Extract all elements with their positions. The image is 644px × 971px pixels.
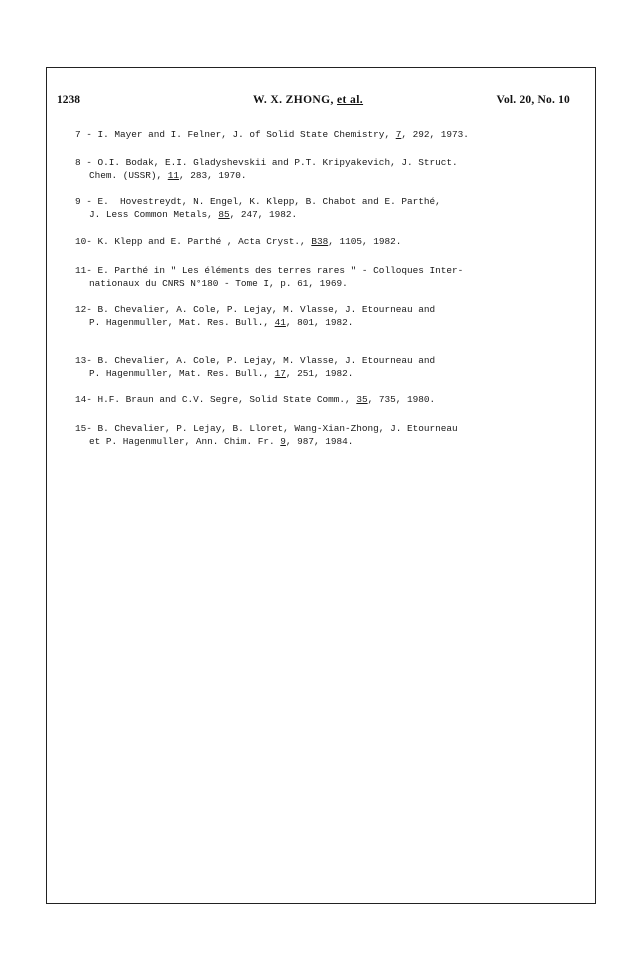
running-header [57,94,570,110]
reference-text: et P. Hagenmuller, Ann. Chim. Fr. [89,436,281,447]
reference-text: P. Hagenmuller, Mat. Res. Bull., [89,317,275,328]
reference-text: nationaux du CNRS N°180 - Tome I, p. 61, 1969. [89,278,348,289]
reference-number: 11- [75,265,92,276]
reference-continuation [75,208,441,221]
running-title-authors: W. X. ZHONG, [253,94,334,106]
reference-text: , 987, 1984. [285,436,354,447]
reference-volume: B38 [311,236,329,247]
reference-continuation [75,367,435,380]
reference-volume: 41 [274,317,286,328]
reference-item [75,128,469,141]
reference-item [75,393,435,406]
reference-text: , 801, 1982. [285,317,354,328]
reference-item [75,422,458,448]
reference-volume: 7 [395,129,402,140]
page-number: 1238 [57,94,80,106]
reference-continuation [75,316,435,329]
reference-item [75,235,401,248]
reference-text: P. Hagenmuller, Mat. Res. Bull., [89,368,275,379]
reference-number: 8 - [75,157,92,168]
reference-text: , 1105, 1982. [328,236,402,247]
reference-text: O.I. Bodak, E.I. Gladyshevskii and P.T. Kripyakevich, J. Struct. [91,157,458,168]
reference-volume: 17 [274,368,286,379]
reference-item [75,195,441,221]
reference-text: B. Chevalier, A. Cole, P. Lejay, M. Vlasse, J. Etourneau and [91,355,436,366]
volume-info: Vol. 20, No. 10 [496,94,570,106]
reference-text: J. Less Common Metals, [89,209,219,220]
reference-text: Chem. (USSR), [89,170,168,181]
page-border [46,67,596,904]
reference-item [75,156,458,182]
reference-item [75,354,435,380]
reference-volume: 11 [167,170,180,181]
reference-text: , 247, 1982. [229,209,298,220]
reference-text: E. Parthé in " Les éléments des terres rares " - Colloques Inter- [91,265,464,276]
reference-text: E. Hovestreydt, N. Engel, K. Klepp, B. Chabot and E. Parthé, [91,196,441,207]
reference-text: I. Mayer and I. Felner, J. of Solid State Chemistry, [91,129,396,140]
reference-volume: 9 [280,436,286,447]
reference-number: 13- [75,355,92,366]
reference-number: 14- [75,394,92,405]
reference-number: 12- [75,304,92,315]
reference-item [75,264,463,290]
reference-text: H.F. Braun and C.V. Segre, Solid State Comm., [91,394,357,405]
reference-volume: 85 [218,209,230,220]
reference-number: 15- [75,423,92,434]
reference-text: , 735, 1980. [367,394,436,405]
reference-number: 7 - [75,129,92,140]
reference-text: B. Chevalier, A. Cole, P. Lejay, M. Vlasse, J. Etourneau and [91,304,436,315]
reference-continuation [75,277,463,290]
reference-text: , 292, 1973. [401,129,469,140]
reference-text: , 251, 1982. [285,368,354,379]
reference-text: , 283, 1970. [179,170,247,181]
reference-item [75,303,435,329]
reference-number: 9 - [75,196,92,207]
running-title [253,94,363,106]
reference-text: B. Chevalier, P. Lejay, B. Lloret, Wang-Xian-Zhong, J. Etourneau [91,423,458,434]
reference-volume: 35 [356,394,368,405]
running-title-et-al: et al. [337,94,364,106]
reference-text: K. Klepp and E. Parthé , Acta Cryst., [91,236,312,247]
reference-continuation [75,169,458,182]
reference-number: 10- [75,236,92,247]
reference-continuation [75,435,458,448]
